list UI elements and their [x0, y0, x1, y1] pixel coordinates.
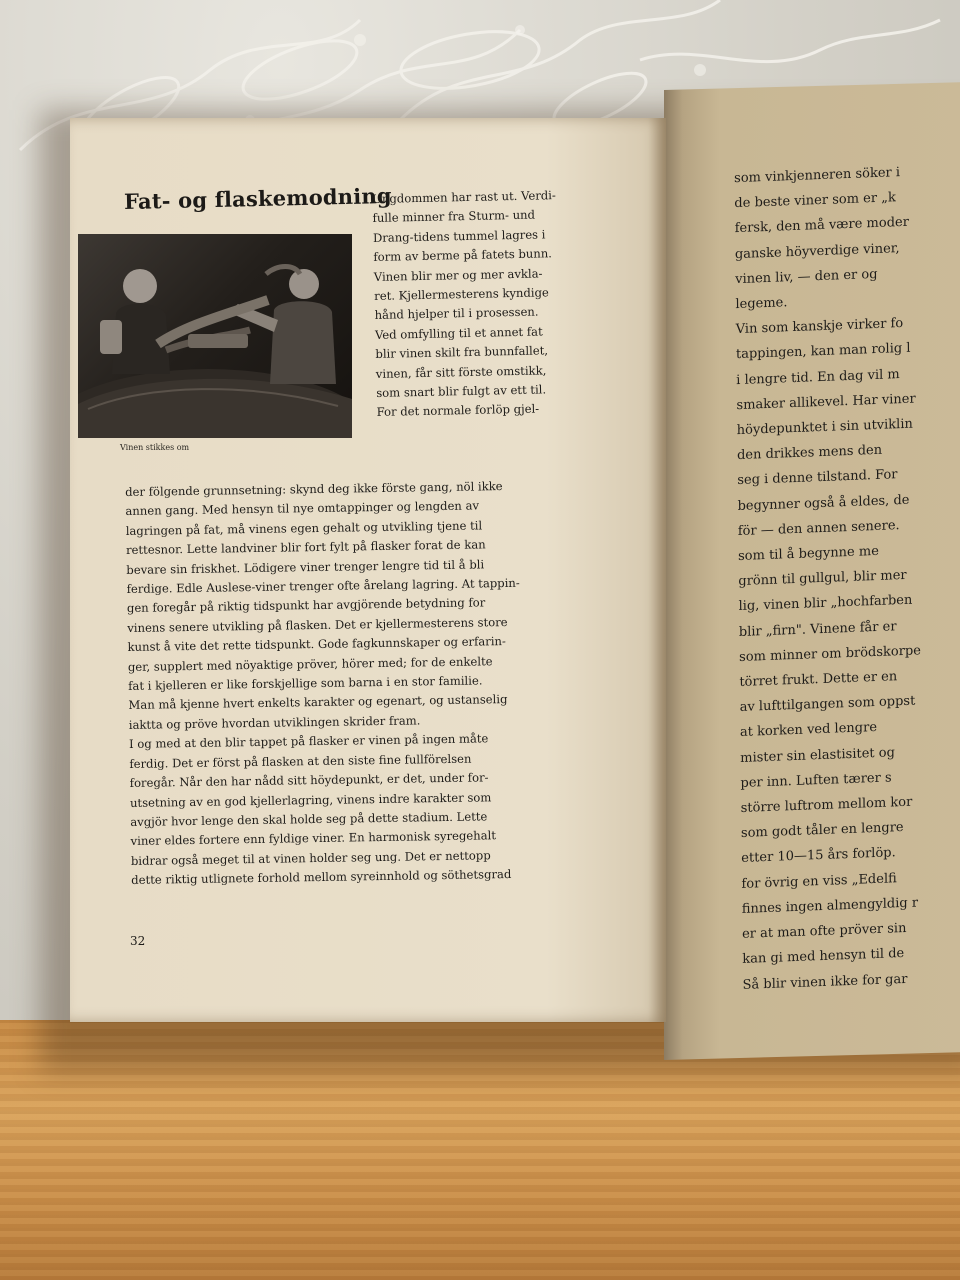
side-column — [372, 185, 599, 422]
right-page — [664, 82, 960, 1060]
text-line: fulle minner fra Sturm- und — [372, 207, 536, 226]
page-number: 32 — [130, 934, 146, 948]
text-line: annen gang. Med hensyn til nye omtappinger og lengden av — [125, 498, 480, 519]
text-line: kan gi med hensyn til de — [742, 946, 905, 968]
text-line: der fölgende grunnsetning: skynd deg ikke förste gang, nöl ikke — [125, 479, 503, 499]
text-line: som til å begynne me — [738, 543, 879, 565]
text-line: ferdig. Det er först på flasken at den siste fine fullförelsen — [129, 751, 472, 771]
text-line: bidrar også meget til at vinen holder seg ung. Det er nettopp — [130, 848, 491, 868]
text-line: hånd hjelper til i prosessen. — [374, 304, 539, 323]
text-line: begynner også å eldes, de — [737, 492, 910, 514]
text-line: ret. Kjellermesterens kyndige — [374, 285, 549, 304]
text-line: som minner om brödskorpe — [739, 643, 922, 665]
text-line: utsetning av en god kjellerlagring, vinens indre karakter som — [129, 789, 492, 810]
text-line: Vinen blir mer og mer avkla- — [373, 266, 543, 284]
text-line: per inn. Luften tærer s — [740, 770, 892, 791]
text-line: finnes ingen almengyldig r — [741, 895, 919, 917]
text-line: I og med at den blir tappet på flasker er vinen på ingen måte — [128, 731, 489, 752]
text-line: kunst å vite det rette tidspunkt. Gode fagkunnskaper og erfarin- — [127, 634, 506, 655]
text-line: vinen liv, — den er og — [735, 266, 878, 287]
text-line: avgjör hvor lenge den skal holde seg på dette stadium. Lette — [130, 809, 488, 829]
text-line: dette riktig utlignete forhold mellom syreinnhold og söthetsgrad — [131, 867, 512, 888]
text-line: som godt tåler en lengre — [740, 820, 904, 842]
text-line: vinen, får sitt förste omstikk, — [375, 363, 547, 381]
right-page-text — [734, 157, 960, 998]
text-line: de beste viner som er „k — [734, 190, 896, 212]
text-line: vinens senere utvikling på flasken. Det er kjellermesterens store — [127, 614, 508, 635]
text-line: foregår. Når den har nådd sitt höydepunkt, er det, under for- — [129, 770, 489, 791]
text-line: ger, supplert med nöyaktige pröver, hörer med; for de enkelte — [127, 653, 493, 674]
text-line: fat i kjelleren er like forskjellige som barna i en stor familie. — [128, 673, 483, 694]
text-line: blir „firn". Vinene får er — [738, 618, 897, 640]
text-line: Man må kjenne hvert enkelts karakter og egenart, og ustanselig — [128, 692, 508, 713]
photo-illustration — [78, 234, 352, 438]
text-line: större luftrom mellom kor — [740, 794, 913, 817]
text-line: av lufttilgangen som oppst — [739, 693, 916, 716]
text-line: Drang-tidens tummel lagres i — [372, 227, 546, 245]
text-line: For det normale forlöp gjel- — [376, 402, 540, 420]
text-line: etter 10—15 års forlöp. — [741, 845, 896, 867]
photo-caption: Vinen stikkes om — [120, 443, 190, 452]
text-line: gen foregår på riktig tidspunkt har avgjörende betydning for — [126, 595, 486, 616]
text-line: bevare sin friskhet. Lödigere viner trenger lengre tid til å bli — [126, 556, 485, 577]
text-line: viner eldes fortere enn fyldige viner. En harmonisk syregehalt — [130, 828, 497, 849]
cellar-photo — [78, 234, 352, 438]
text-line: for övrig en viss „Edelfi — [741, 870, 897, 892]
text-line: törret frukt. Dette er en — [739, 669, 898, 691]
text-line: iaktta og pröve hvordan utviklingen skrider fram. — [128, 713, 421, 732]
text-line: i lengre tid. En dag vil m — [736, 366, 900, 388]
main-text — [125, 476, 599, 891]
page-title: Fat- og flaskemodning — [123, 182, 393, 215]
text-line: smaker allikevel. Har viner — [736, 391, 916, 413]
text-line: form av berme på fatets bunn. — [373, 246, 553, 265]
text-line: Ungdommen har rast ut. Verdi- — [372, 188, 556, 206]
text-line: grönn til gullgul, blir mer — [738, 568, 907, 590]
text-line: mister sin elastisitet og — [740, 744, 895, 766]
text-line: lig, vinen blir „hochfarben — [738, 593, 913, 615]
text-line: Vin som kanskje virker fo — [735, 316, 904, 338]
text-line: ganske höyverdige viner, — [734, 240, 900, 262]
text-line: legeme. — [735, 295, 788, 313]
text-line: rettesnor. Lette landviner blir fort fylt på flasker forat de kan — [125, 537, 486, 558]
text-line: ferdige. Edle Auslese-viner trenger ofte årelang lagring. At tappin- — [126, 575, 520, 597]
text-line: som vinkjenneren söker i — [734, 165, 901, 187]
text-line: Ved omfylling til et annet fat — [374, 324, 543, 342]
text-line: för — den annen senere. — [737, 517, 900, 539]
text-line: Så blir vinen ikke for gar — [742, 971, 908, 993]
text-line: lagringen på fat, må vinens egen gehalt og utvikling tjene til — [125, 518, 483, 538]
text-line: er at man ofte pröver sin — [741, 920, 907, 943]
text-line: blir vinen skilt fra bunnfallet, — [375, 343, 549, 362]
text-line: at korken ved lengre — [739, 720, 878, 741]
text-line: som snart blir fulgt av ett til. — [376, 382, 547, 401]
text-line: tappingen, kan man rolig l — [735, 341, 911, 363]
text-line: fersk, den må være moder — [734, 215, 909, 237]
text-line: seg i denne tilstand. For — [737, 467, 898, 489]
text-line: den drikkes mens den — [736, 442, 883, 464]
text-line: höydepunktet i sin utviklin — [736, 416, 913, 439]
